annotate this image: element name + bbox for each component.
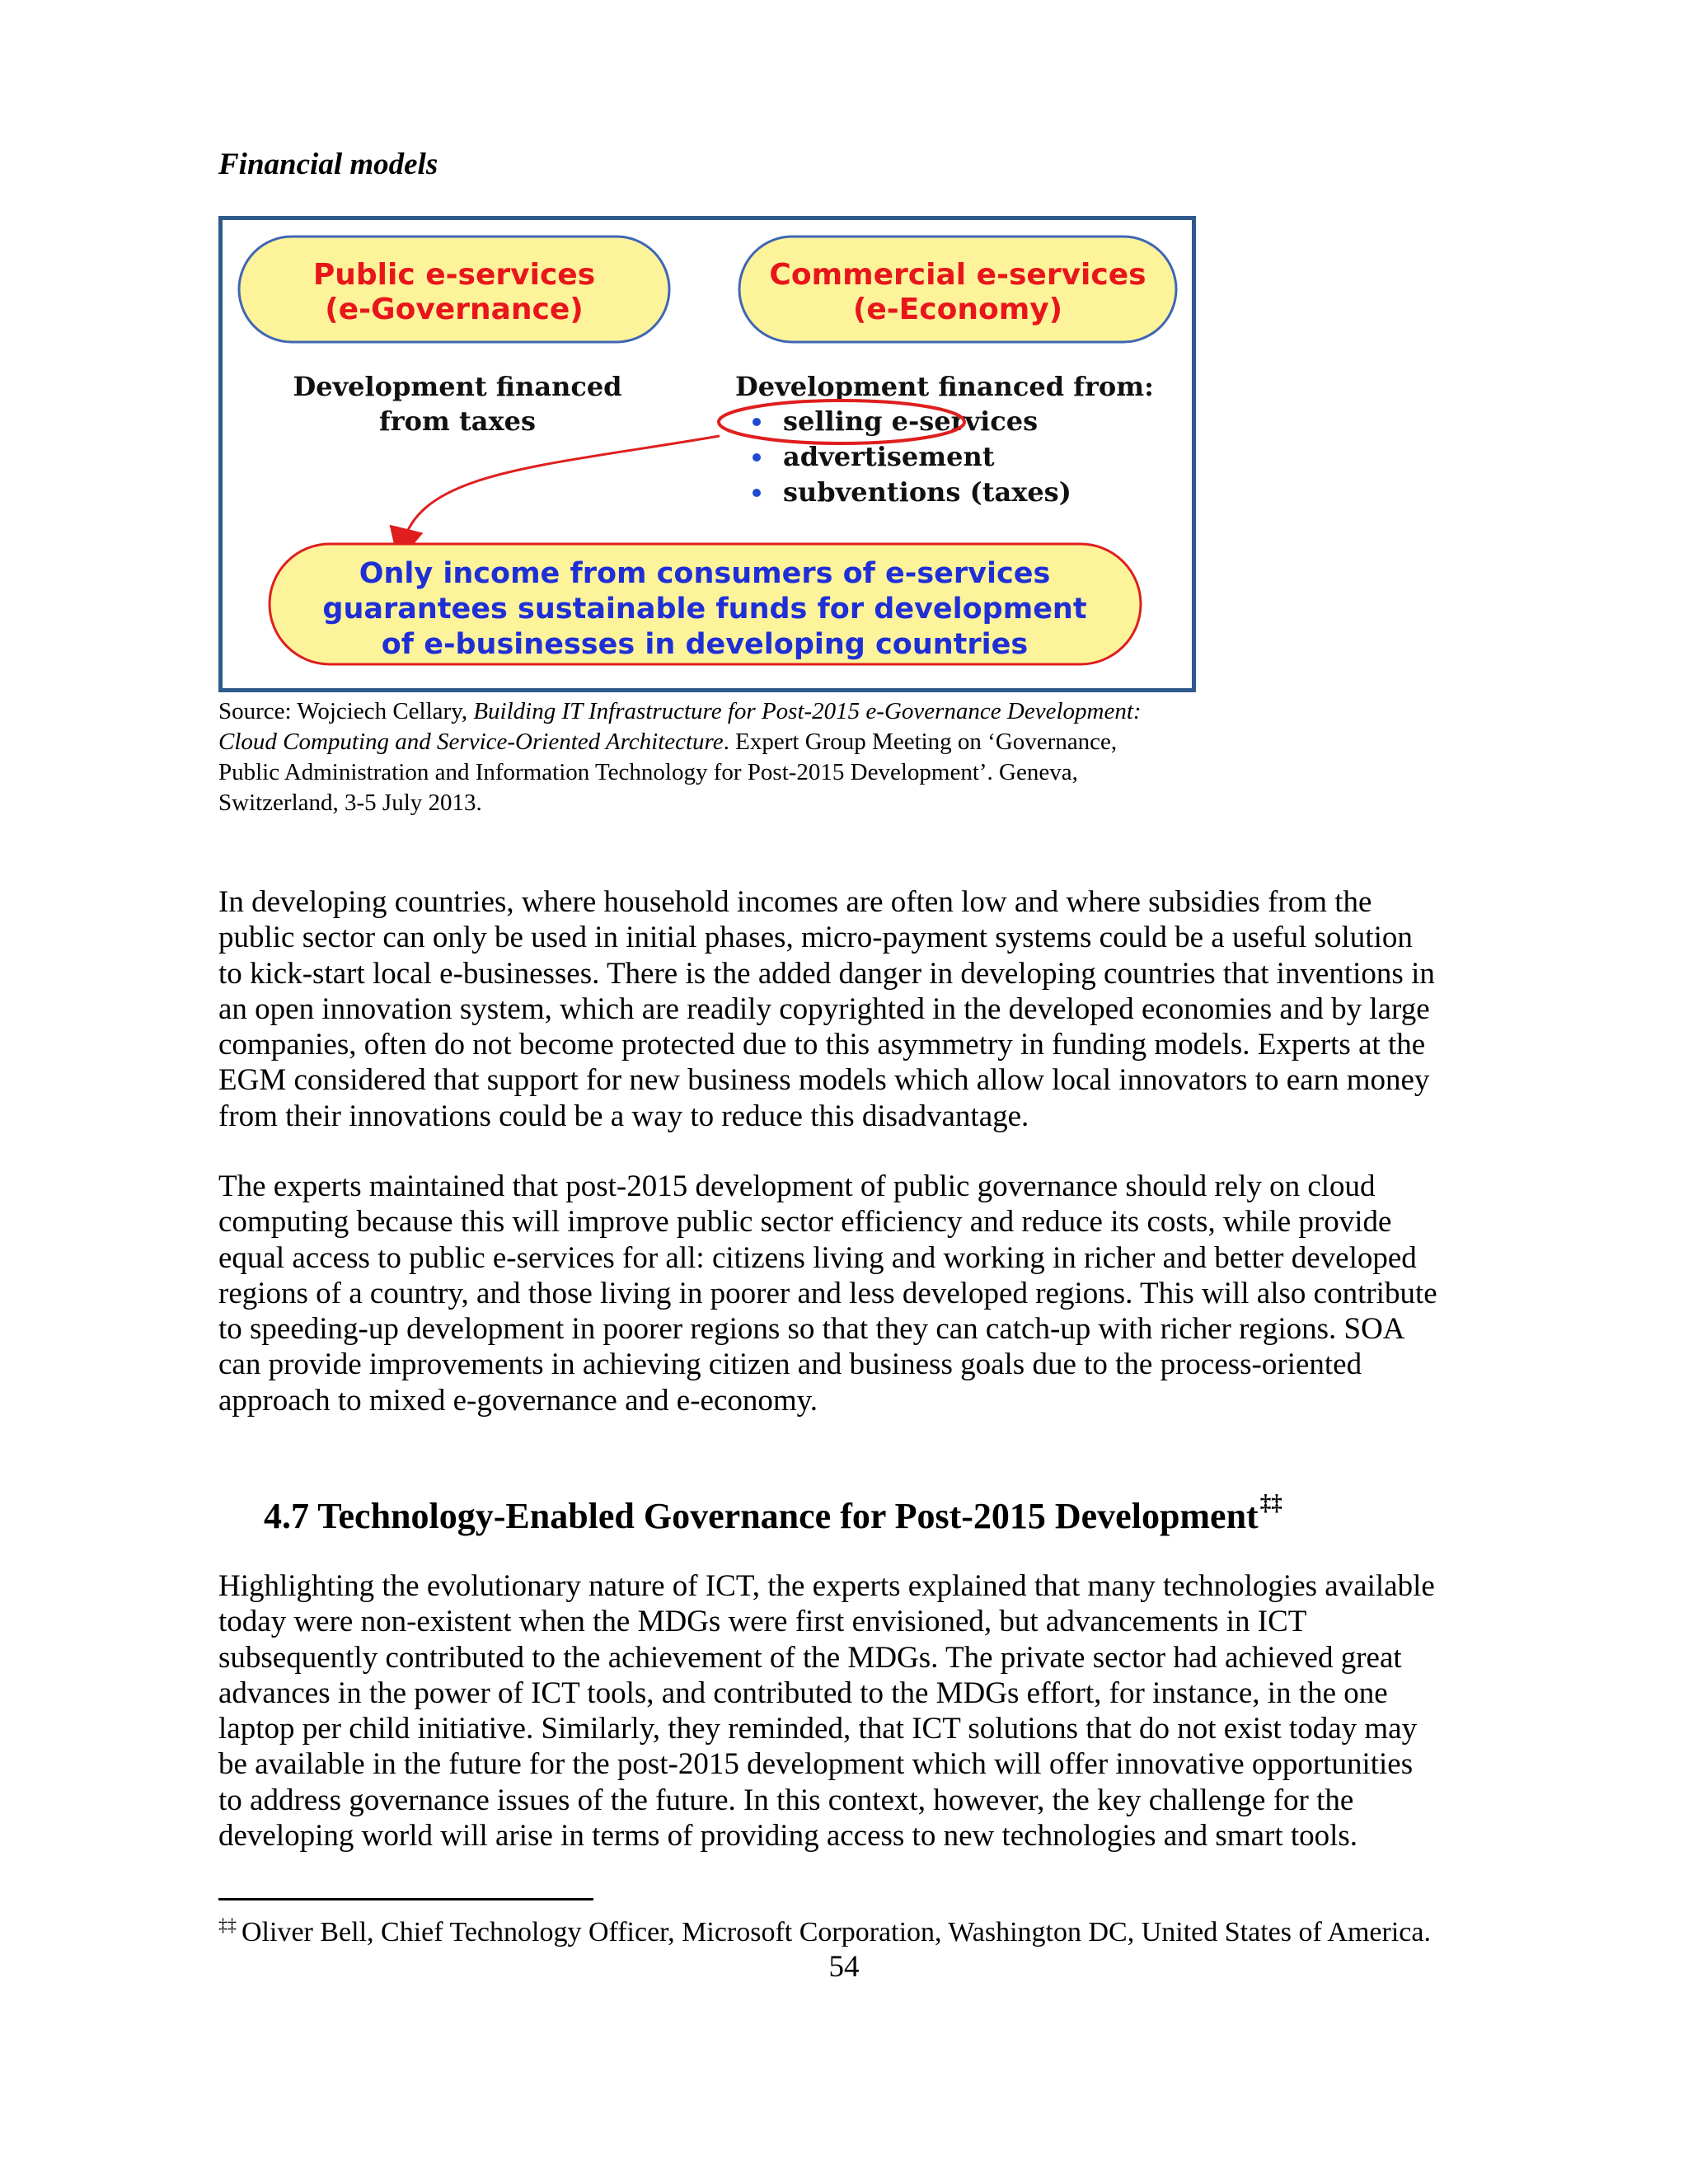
figure-diagram <box>223 220 1192 688</box>
page-number: 54 <box>828 1950 860 1984</box>
source-title-part-1: Building IT Infrastructure for Post-2015 e-Governance Development: <box>473 698 1142 724</box>
footnote-text: Oliver Bell, Chief Technology Officer, Microsoft Corporation, Washington DC, United States of America. <box>241 1917 1431 1947</box>
paragraph-line: EGM considered that support for new business models which allow local innovators to earn money <box>218 1063 1430 1098</box>
paragraph-line: from their innovations could be a way to reduce this disadvantage. <box>218 1099 1029 1133</box>
conclusion-line-3: of e-businesses in developing countries <box>381 628 1029 661</box>
conclusion-line-2: guarantees sustainable funds for development <box>322 593 1087 626</box>
commercial-title-line-2: (e-Economy) <box>852 293 1063 326</box>
paragraph-line: In developing countries, where household incomes are often low and where subsidies from the <box>218 885 1372 919</box>
section-heading: Financial models <box>218 148 438 181</box>
paragraph-line: today were non-existent when the MDGs were first envisioned, but advancements in ICT <box>218 1605 1307 1639</box>
paragraph-line: advances in the power of ICT tools, and contributed to the MDGs effort, for instance, in the one <box>218 1675 1388 1710</box>
paragraph-line: an open innovation system, which are readily copyrighted in the developed economies and by large <box>218 991 1430 1026</box>
bullet-dot <box>753 453 761 462</box>
public-title-line-2: (e-Governance) <box>325 293 584 326</box>
section-4-7-heading <box>264 1490 1282 1537</box>
paragraph-line: regions of a country, and those living in poorer and less developed regions. This will also contribute <box>218 1276 1437 1310</box>
bullet-selling: selling e-services <box>783 405 1039 437</box>
bullet-subventions: subventions (taxes) <box>783 476 1071 508</box>
financial-models-figure <box>218 216 1196 692</box>
source-title-part-2: Cloud Computing and Service-Oriented Architecture <box>218 729 724 755</box>
paragraph-line: to kick-start local e-businesses. There is the added danger in developing countries that inventions in <box>218 956 1435 991</box>
paragraph-line: be available in the future for the post-2015 development which will offer innovative opportunities <box>218 1747 1414 1782</box>
paragraph-line: subsequently contributed to the achievement of the MDGs. The private sector had achieved great <box>218 1640 1402 1675</box>
red-arrow <box>402 436 720 546</box>
figure-source <box>218 696 1290 818</box>
left-financing-line-1: Development financed <box>293 371 622 402</box>
paragraph-line: companies, often do not become protected due to this asymmetry in funding models. Experts at the <box>218 1028 1426 1062</box>
footnote-mark: ‡‡ <box>218 1915 237 1935</box>
source-line-1 <box>218 696 1290 727</box>
paragraph-line: can provide improvements in achieving citizen and business goals due to the process-oriented <box>218 1347 1362 1382</box>
footnote-reference[interactable]: ‡‡ <box>1259 1490 1282 1515</box>
conclusion-line-1: Only income from consumers of e-services <box>359 557 1051 590</box>
bullet-dot <box>753 489 761 497</box>
public-title-line-1: Public e-services <box>312 258 596 292</box>
paragraph-ict-evolution <box>218 1568 1471 1854</box>
right-financing-heading: Development financed from: <box>735 371 1154 402</box>
paragraph-line: computing because this will improve public sector efficiency and reduce its costs, while provide <box>218 1205 1392 1240</box>
source-line-2 <box>218 727 1290 757</box>
bullet-dot <box>753 418 761 426</box>
paragraph-line: to address governance issues of the future. In this context, however, the key challenge for the <box>218 1783 1354 1817</box>
source-prefix: Source: Wojciech Cellary, <box>218 698 474 724</box>
paragraph-line: Highlighting the evolutionary nature of ICT, the experts explained that many technologies available <box>218 1569 1435 1603</box>
paragraph-line: The experts maintained that post-2015 development of public governance should rely on cloud <box>218 1169 1376 1203</box>
source-meeting: . Expert Group Meeting on ‘Governance, <box>723 729 1118 755</box>
source-line-4: Switzerland, 3-5 July 2013. <box>218 790 482 816</box>
paragraph-line: public sector can only be used in initial phases, micro-payment systems could be a useful solution <box>218 921 1413 955</box>
paragraph-micro-payments <box>218 884 1471 1134</box>
paragraph-line: developing world will arise in terms of providing access to new technologies and smart tools. <box>218 1819 1358 1854</box>
heading-text: 4.7 Technology-Enabled Governance for Post-2015 Development <box>264 1496 1259 1536</box>
source-line-3: Public Administration and Information Technology for Post-2015 Development’. Geneva, <box>218 759 1078 785</box>
footnote <box>218 1915 1431 1948</box>
paragraph-line: laptop per child initiative. Similarly, they reminded, that ICT solutions that do not exist today may <box>218 1712 1418 1746</box>
left-financing-line-2: from taxes <box>379 405 536 437</box>
bullet-advertisement: advertisement <box>783 441 995 472</box>
paragraph-cloud-computing <box>218 1169 1471 1418</box>
paragraph-line: equal access to public e-services for all: citizens living and working in richer and better developed <box>218 1240 1417 1275</box>
commercial-title-line-1: Commercial e-services <box>769 258 1146 292</box>
paragraph-line: to speeding-up development in poorer regions so that they can catch-up with richer regions. SOA <box>218 1312 1405 1347</box>
paragraph-line: approach to mixed e-governance and e-economy. <box>218 1383 818 1418</box>
footnote-divider <box>218 1898 593 1900</box>
